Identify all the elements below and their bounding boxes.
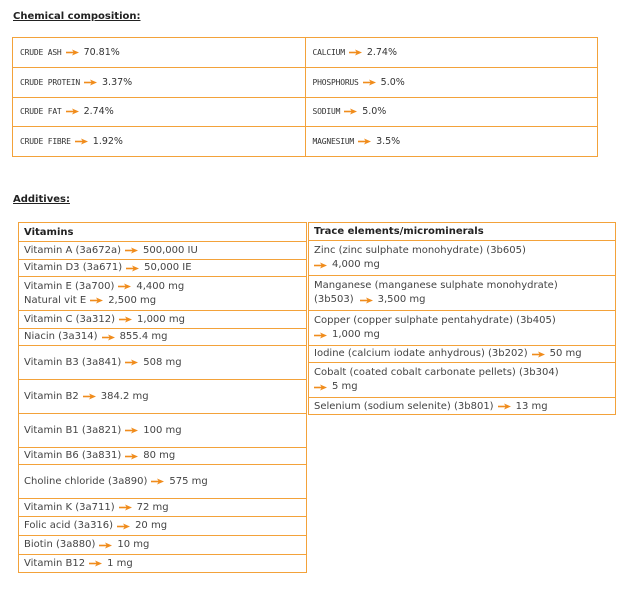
arrow-right-icon (66, 108, 80, 115)
arrow-right-icon (314, 384, 328, 391)
vitamin-value: 1 mg (107, 557, 133, 569)
vitamins-column (18, 222, 307, 573)
vitamin-value: 20 mg (135, 520, 168, 531)
trace-element-name: Manganese (manganese sulphate monohydrate) (314, 280, 558, 291)
nutrient-value: 2.74% (83, 106, 114, 118)
arrow-right-icon (349, 49, 363, 56)
vitamin-value: 575 mg (169, 475, 208, 487)
arrow-right-icon (126, 265, 140, 272)
arrow-right-icon (83, 393, 97, 400)
arrow-right-icon (498, 403, 512, 410)
vitamin-name: Vitamin B12 (24, 557, 86, 569)
arrow-right-icon (314, 332, 328, 339)
vitamin-name: Biotin (3a880) (24, 539, 96, 550)
arrow-right-icon (360, 297, 374, 304)
vitamin-row (19, 241, 306, 259)
nutrient-name: MAGNESIUM (312, 137, 355, 147)
trace-element-name: Cobalt (coated cobalt carbonate pellets) (3b304) (314, 367, 559, 378)
vitamin-value: 384.2 mg (100, 390, 149, 402)
composition-cell (13, 38, 305, 67)
trace-element-value: 3,500 mg (377, 294, 426, 305)
trace-line (314, 258, 610, 272)
trace-element-row (309, 397, 615, 415)
vitamin-name: Vitamin E (3a700) (24, 280, 115, 292)
vitamin-value: 508 mg (143, 356, 182, 368)
arrow-right-icon (532, 351, 546, 358)
vitamin-value: 72 mg (136, 501, 169, 513)
nutrient-name: CRUDE FIBRE (20, 137, 71, 147)
vitamin-line (24, 356, 301, 370)
arrow-right-icon (75, 138, 89, 145)
arrow-right-icon (344, 108, 358, 115)
chemical-composition-heading: Chemical composition: (13, 11, 141, 22)
vitamin-name: Vitamin B3 (3a841) (24, 356, 122, 368)
vitamin-row (19, 535, 306, 554)
arrow-right-icon (119, 504, 133, 511)
trace-line (314, 279, 610, 293)
arrow-right-icon (125, 453, 139, 460)
vitamin-row (19, 310, 306, 328)
vitamin-line (24, 475, 301, 489)
composition-right-column (305, 38, 598, 156)
trace-line (314, 366, 610, 380)
composition-cell (13, 97, 305, 127)
nutrient-name: SODIUM (312, 107, 341, 117)
trace-element-row (309, 310, 615, 345)
composition-cell (306, 97, 598, 127)
additives-heading: Additives: (13, 194, 70, 205)
composition-cell (13, 67, 305, 97)
vitamin-line (24, 313, 301, 327)
trace-element-value: 13 mg (515, 400, 548, 412)
composition-cell (306, 67, 598, 97)
vitamin-value: 2,500 mg (108, 294, 157, 306)
trace-element-value: 5 mg (332, 381, 358, 392)
trace-line (314, 347, 610, 361)
nutrient-value: 5.0% (362, 106, 387, 118)
vitamin-line (24, 538, 301, 552)
trace-element-row (309, 362, 615, 397)
trace-element-value: 4,000 mg (332, 259, 380, 270)
vitamin-name: Vitamin B6 (3a831) (24, 450, 122, 461)
vitamin-row (19, 259, 306, 276)
vitamin-line (24, 244, 301, 258)
vitamin-row (19, 345, 306, 379)
trace-line (314, 293, 610, 307)
nutrient-name: CRUDE PROTEIN (20, 77, 81, 87)
vitamin-value: 4,400 mg (136, 280, 185, 292)
arrow-right-icon (66, 49, 80, 56)
trace-line (314, 328, 610, 342)
nutrient-value: 1.92% (92, 136, 123, 148)
trace-line (314, 400, 610, 414)
nutrient-value: 5.0% (380, 76, 405, 88)
composition-cell (306, 126, 598, 156)
vitamin-name: Niacin (3a314) (24, 331, 98, 342)
vitamin-row (19, 516, 306, 535)
vitamin-line (24, 330, 301, 344)
vitamin-line (24, 280, 301, 294)
nutrient-name: CRUDE ASH (20, 47, 62, 57)
composition-cell (13, 126, 305, 156)
arrow-right-icon (118, 283, 132, 290)
trace-element-value: 50 mg (549, 348, 582, 359)
trace-line (314, 244, 610, 258)
nutrient-value: 3.37% (102, 76, 133, 88)
trace-element-name: Iodine (calcium iodate anhydrous) (3b202) (314, 348, 528, 359)
nutrient-value: 70.81% (83, 46, 120, 58)
trace-element-row (309, 345, 615, 362)
vitamin-name: Vitamin B1 (3a821) (24, 424, 122, 436)
vitamin-row (19, 328, 306, 345)
nutrient-name: PHOSPHORUS (312, 77, 359, 87)
composition-table (12, 37, 598, 157)
vitamin-line (24, 424, 301, 438)
vitamin-line (24, 261, 301, 275)
vitamin-name: Folic acid (3a316) (24, 520, 114, 531)
vitamin-row (19, 554, 306, 572)
vitamin-row (19, 447, 306, 464)
composition-cell (306, 38, 598, 67)
trace-elements-column (308, 222, 616, 415)
vitamin-row (19, 379, 306, 413)
nutrient-name: CALCIUM (312, 47, 345, 57)
arrow-right-icon (125, 359, 139, 366)
arrow-right-icon (125, 247, 139, 254)
vitamin-value: 10 mg (117, 539, 150, 550)
vitamin-line (24, 390, 301, 404)
vitamin-value: 855.4 mg (119, 331, 168, 342)
vitamin-name: Natural vit E (24, 294, 87, 306)
vitamin-row (19, 464, 306, 498)
trace-element-name: Selenium (sodium selenite) (3b801) (314, 400, 494, 412)
arrow-right-icon (363, 79, 377, 86)
vitamin-name: Vitamin C (3a312) (24, 313, 116, 325)
trace-element-name: (3b503) (314, 294, 354, 305)
composition-left-column (13, 38, 305, 156)
vitamin-line (24, 501, 301, 515)
vitamin-row (19, 413, 306, 447)
vitamin-value: 500,000 IU (143, 244, 198, 256)
vitamin-value: 80 mg (143, 450, 176, 461)
vitamin-value: 50,000 IE (144, 262, 192, 273)
vitamin-name: Choline chloride (3a890) (24, 475, 148, 487)
vitamin-line (24, 294, 301, 308)
vitamin-name: Vitamin B2 (24, 390, 79, 402)
arrow-right-icon (102, 334, 116, 341)
vitamin-line (24, 449, 301, 463)
vitamin-name: Vitamin D3 (3a671) (24, 262, 123, 273)
arrow-right-icon (125, 427, 139, 434)
trace-line (314, 380, 610, 394)
arrow-right-icon (99, 542, 113, 549)
arrow-right-icon (119, 316, 133, 323)
trace-elements-header: Trace elements/microminerals (314, 226, 484, 237)
arrow-right-icon (90, 297, 104, 304)
arrow-right-icon (89, 560, 103, 567)
vitamin-line (24, 557, 301, 571)
arrow-right-icon (358, 138, 372, 145)
vitamins-header: Vitamins (24, 226, 74, 238)
arrow-right-icon (84, 79, 98, 86)
vitamin-name: Vitamin K (3a711) (24, 501, 115, 513)
trace-line (314, 314, 610, 328)
vitamin-line (24, 519, 301, 533)
vitamin-name: Vitamin A (3a672a) (24, 244, 122, 256)
arrow-right-icon (117, 523, 131, 530)
vitamin-row (19, 276, 306, 310)
trace-element-name: Zinc (zinc sulphate monohydrate) (3b605) (314, 245, 526, 256)
trace-element-row (309, 240, 615, 275)
vitamin-value: 100 mg (143, 424, 182, 436)
nutrient-value: 3.5% (376, 136, 401, 148)
trace-element-name: Copper (copper sulphate pentahydrate) (3b405) (314, 315, 556, 326)
nutrient-name: CRUDE FAT (20, 107, 62, 117)
arrow-right-icon (151, 478, 165, 485)
vitamin-row (19, 498, 306, 516)
nutrient-value: 2.74% (366, 46, 398, 58)
arrow-right-icon (314, 262, 328, 269)
vitamin-value: 1,000 mg (137, 313, 185, 325)
trace-element-value: 1,000 mg (332, 329, 380, 340)
trace-element-row (309, 275, 615, 310)
